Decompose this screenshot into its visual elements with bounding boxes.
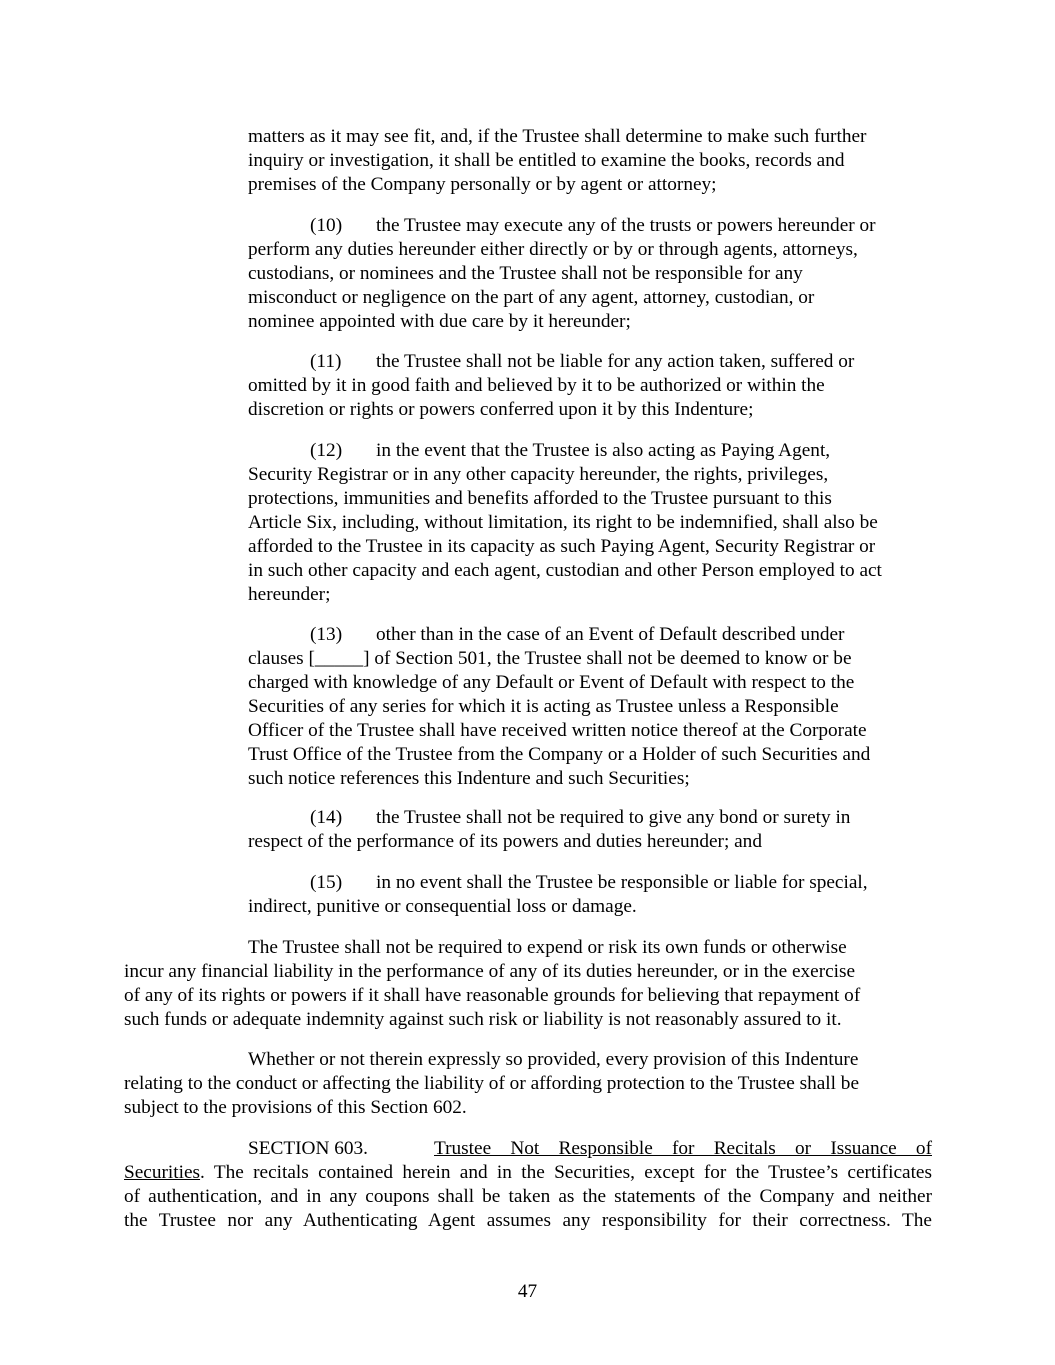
text-line: The Trustee shall not be required to expend or risk its own funds or otherwise (248, 937, 847, 958)
section-heading-continued: Securities (124, 1162, 201, 1183)
text-line: the Trustee shall not be liable for any action taken, suffered or (376, 351, 855, 372)
text-line: afforded to the Trustee in its capacity as such Paying Agent, Security Registrar or (248, 536, 876, 557)
text-line: Officer of the Trustee shall have received written notice thereof at the Corporate (248, 720, 867, 741)
section-heading: Trustee Not Responsible for Recitals or Issuance of (434, 1138, 932, 1159)
text-line: of any of its rights or powers if it shall have reasonable grounds for believing that repayment of (124, 985, 861, 1006)
text-line: . The recitals contained herein and in the Securities, except for the Trustee’s certificates (200, 1162, 932, 1183)
clause-number: (11) (310, 351, 342, 372)
text-line: nominee appointed with due care by it hereunder; (248, 311, 631, 332)
text-line: inquiry or investigation, it shall be entitled to examine the books, records and (248, 150, 845, 171)
text-line: custodians, or nominees and the Trustee shall not be responsible for any (248, 263, 803, 284)
text-line: incur any financial liability in the performance of any of its duties hereunder, or in the exercise (124, 961, 856, 982)
text-line: clauses [_____] of Section 501, the Trustee shall not be deemed to know or be (248, 648, 852, 669)
clause-14 (248, 806, 850, 854)
clause-number: (13) (310, 624, 343, 645)
section-603 (124, 1137, 932, 1233)
clause-11 (248, 350, 854, 422)
text-line: protections, immunities and benefits afforded to the Trustee pursuant to this (248, 488, 832, 509)
text-line: relating to the conduct or affecting the liability of or affording protection to the Trustee shall be (124, 1073, 860, 1094)
clause-number: (10) (310, 215, 343, 236)
text-line: misconduct or negligence on the part of any agent, attorney, custodian, or (248, 287, 815, 308)
clause-number: (15) (310, 872, 343, 893)
text-line: of authentication, and in any coupons shall be taken as the statements of the Company and neither (124, 1186, 932, 1207)
text-line: charged with knowledge of any Default or Event of Default with respect to the (248, 672, 855, 693)
text-line: omitted by it in good faith and believed by it to be authorized or within the (248, 375, 825, 396)
clause-10 (248, 214, 876, 334)
text-line: hereunder; (248, 584, 331, 605)
text-line: respect of the performance of its powers and duties hereunder; and (248, 831, 762, 852)
continuation-paragraph (248, 125, 866, 197)
text-line: Trust Office of the Trustee from the Company or a Holder of such Securities and (248, 744, 871, 765)
text-line: Article Six, including, without limitation, its right to be indemnified, shall also be (248, 512, 878, 533)
text-line: subject to the provisions of this Section 602. (124, 1097, 467, 1118)
funds-paragraph (124, 936, 860, 1032)
text-line: the Trustee nor any Authenticating Agent assumes any responsibility for their correctness. The (124, 1210, 932, 1231)
text-line: such funds or adequate indemnity against such risk or liability is not reasonably assured to it. (124, 1009, 842, 1030)
text-line: in such other capacity and each agent, custodian and other Person employed to act (248, 560, 882, 581)
text-line: premises of the Company personally or by agent or attorney; (248, 174, 717, 195)
section-number: SECTION 603. (248, 1138, 368, 1159)
page-number: 47 (517, 1281, 538, 1302)
text-line: Whether or not therein expressly so provided, every provision of this Indenture (248, 1049, 859, 1070)
clause-13 (248, 623, 870, 791)
whether-paragraph (124, 1048, 859, 1120)
text-line: Securities of any series for which it is acting as Trustee unless a Responsible (248, 696, 839, 717)
clause-number: (14) (310, 807, 343, 828)
text-line: the Trustee shall not be required to give any bond or surety in (376, 807, 851, 828)
text-line: in the event that the Trustee is also acting as Paying Agent, (376, 440, 831, 461)
text-line: matters as it may see fit, and, if the Trustee shall determine to make such further (248, 126, 867, 147)
clause-number: (12) (310, 440, 343, 461)
text-line: discretion or rights or powers conferred upon it by this Indenture; (248, 399, 754, 420)
text-line: perform any duties hereunder either directly or by or through agents, attorneys, (248, 239, 858, 260)
text-line: Security Registrar or in any other capacity hereunder, the rights, privileges, (248, 464, 829, 485)
clause-12 (248, 439, 882, 607)
text-line: indirect, punitive or consequential loss or damage. (248, 896, 637, 917)
text-line: other than in the case of an Event of Default described under (376, 624, 845, 645)
text-line: such notice references this Indenture and such Securities; (248, 768, 690, 789)
text-line: the Trustee may execute any of the trusts or powers hereunder or (376, 215, 876, 236)
clause-15 (248, 871, 868, 919)
text-line: in no event shall the Trustee be responsible or liable for special, (376, 872, 868, 893)
